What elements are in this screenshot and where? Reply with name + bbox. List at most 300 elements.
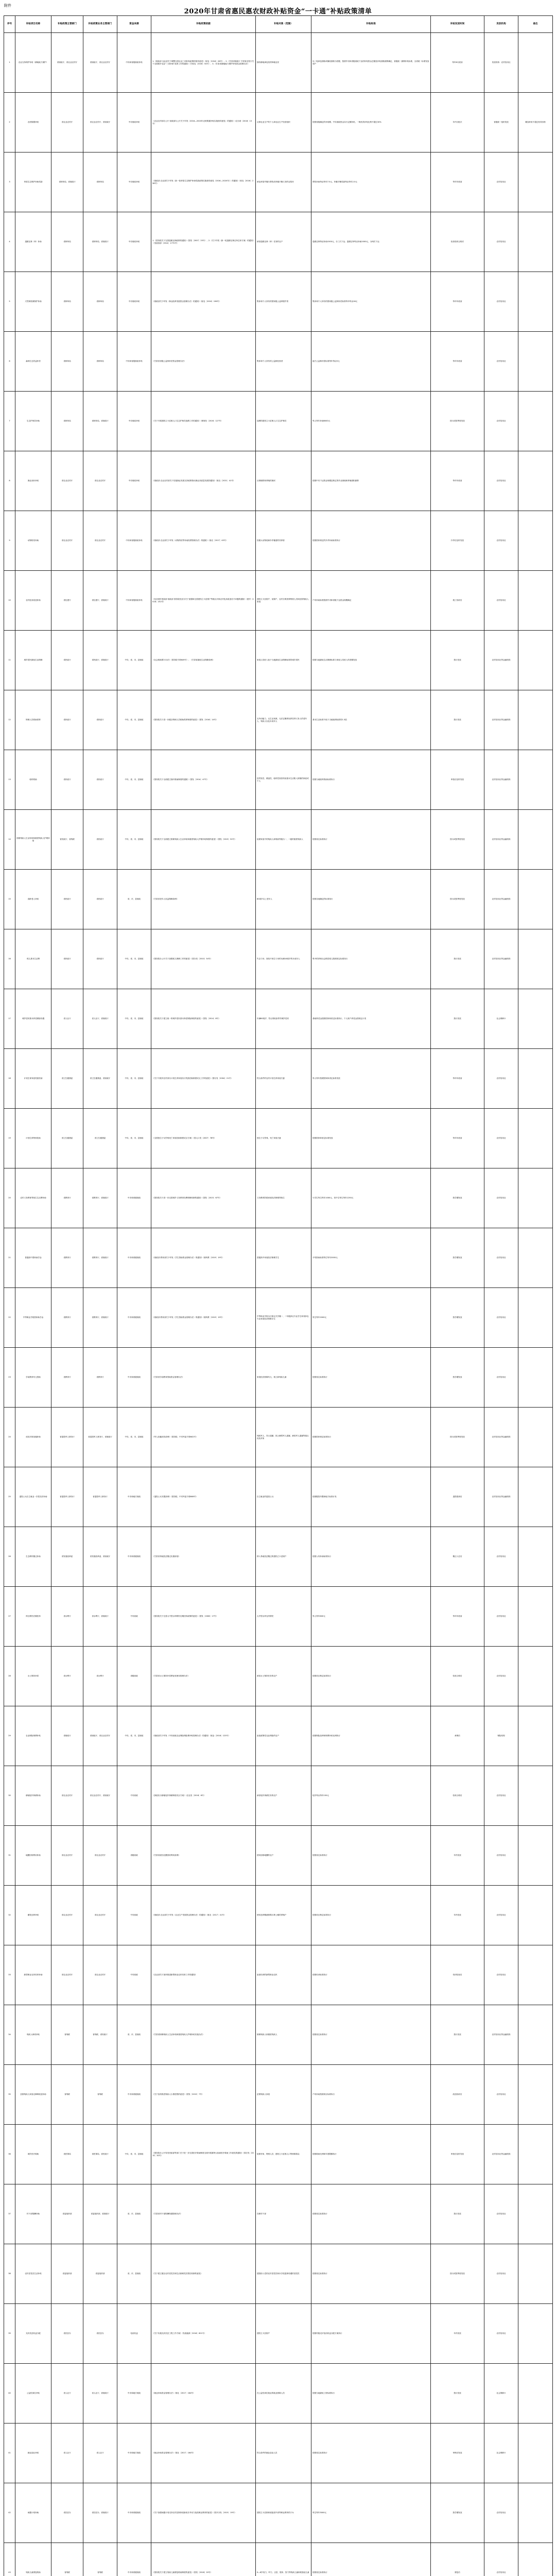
cell-time: 按学期发放 [431, 1348, 484, 1408]
cell-agency: 农村信用社等金融机构 [484, 631, 518, 690]
header-basis: 补贴政策依据 [151, 16, 256, 33]
cell-time: 按月发放 [431, 2005, 484, 2065]
cell-standard: 按照省定标准执行 [311, 2543, 431, 2576]
cell-target: 建档立卡贫困户、低保户、农村分散供养特困人员和贫困残疾人家庭 [256, 571, 311, 631]
table-row [4, 1288, 553, 1348]
table-row [4, 1348, 553, 1408]
cell-no: 43 [4, 2543, 15, 2576]
table-row [4, 1587, 553, 1647]
cell-note [518, 1348, 553, 1408]
cell-agency: 农村信用社 [484, 2543, 518, 2576]
cell-agency: 农村信用社等金融机构 [484, 2125, 518, 2184]
cell-note [518, 2304, 553, 2364]
header-name: 补贴项目名称 [15, 16, 51, 33]
cell-biz-dept: 省残联 [83, 2065, 117, 2125]
cell-fund: 中央、省、市、县财政 [117, 1706, 151, 1766]
cell-time: 按学期发放 [431, 1168, 484, 1228]
cell-time: 搬迁入住后 [431, 1527, 484, 1587]
cell-name: 中等职业学校国家助学金 [15, 1288, 51, 1348]
header-standard: 补贴标准 [311, 16, 431, 33]
cell-target: 低保家庭中的残疾人和残疾等级为一、二级的重度残疾人 [256, 810, 311, 870]
cell-dept: 省农业农村厅 [51, 93, 83, 152]
cell-basis: 《甘肃省村干部报酬待遇管理办法》 [151, 2184, 256, 2244]
cell-fund: 中央、省、市、县财政 [117, 690, 151, 750]
cell-basis: 《财政部关于印发〈中央财政农业保险保险费补贴管理办法〉的通知》（财金〔2016〕123号） [151, 1706, 256, 1766]
cell-dept: 省委组织部 [51, 2244, 83, 2304]
cell-agency: 农村信用社 [484, 2483, 518, 2543]
cell-agency: 农村信用社 [484, 212, 518, 272]
cell-basis: 1.《国务院关于完善退耕还林政策的通知》（国发〔2007〕25号）；2.《关于印发〈新一轮退耕还林还草总体方案〉的通知》（发改西部〔2014〕1772号） [151, 212, 256, 272]
table-row [4, 690, 553, 750]
cell-biz-dept: 省农业农村厅 [83, 511, 117, 571]
cell-basis: 《财政部 农业部关于印发〈农业生产发展资金管理办法〉的通知》（财农〔2017〕41号） [151, 1886, 256, 1945]
cell-time: 康复后 [431, 2543, 484, 2576]
cell-no: 39 [4, 2304, 15, 2364]
cell-name: 残疾人两项补贴 [15, 2005, 51, 2065]
cell-name: 就业创业补贴 [15, 2424, 51, 2483]
cell-name: 畜牧良种补贴 [15, 1886, 51, 1945]
table-row [4, 93, 553, 152]
cell-agency: 农村信用社等金融机构 [484, 1467, 518, 1527]
cell-fund: 中央和省级财政 [117, 1288, 151, 1348]
cell-agency: 农村信用社 [484, 1945, 518, 2005]
cell-time: 年内发放 [431, 1826, 484, 1886]
cell-basis: 《探索实行耕地轮作休耕制度试点方案》（农农发〔2016〕6号） [151, 1766, 256, 1826]
cell-biz-dept: 省林草局 [83, 272, 117, 332]
cell-target: 自主就业的退役士兵 [256, 1467, 311, 1527]
cell-target: 使用加厚地膜的农户 [256, 1826, 311, 1886]
cell-note [518, 272, 553, 332]
cell-name: 渔业油价补贴 [15, 451, 51, 511]
cell-agency: 农村信用社等金融机构 [484, 929, 518, 989]
cell-dept: 省林草局、省财政厅 [51, 152, 83, 212]
cell-basis: 《关于开展建档立卡贫困人口生态护林员选聘工作的通知》（林规发〔2016〕127号） [151, 392, 256, 451]
cell-no: 5 [4, 272, 15, 332]
cell-note [518, 1766, 553, 1826]
table-row [4, 1109, 553, 1168]
cell-standard: 每生每年2000元 [311, 1288, 431, 1348]
cell-biz-dept: 省农业农村厅 [83, 1886, 117, 1945]
cell-basis: 《关于建立健全农村老党员和生活困难党员帮扶机制的意见》 [151, 2244, 256, 2304]
table-row [4, 1886, 553, 1945]
cell-no: 16 [4, 929, 15, 989]
cell-basis: 《农业农村部办公厅 财政部办公厅关于印发〈2018—2020年农机购置补贴实施指导意见〉的通知》（农办财〔2018〕13号） [151, 93, 256, 152]
cell-fund: 中央财政 [117, 1886, 151, 1945]
cell-dept: 省退役军人事务厅 [51, 1408, 83, 1467]
cell-standard: 按照中央下达资金规模及核定的作业渔船和养殖面积测算 [311, 451, 431, 511]
cell-target: 拥有耕地承包权的种地农民 [256, 33, 311, 93]
cell-dept: 省农业农村厅 [51, 511, 83, 571]
cell-basis: 《国务院关于全面建立临时救助制度的通知》（国发〔2014〕47号） [151, 750, 256, 810]
cell-note [518, 1288, 553, 1348]
cell-target: 普通高中家庭经济困难学生 [256, 1228, 311, 1288]
cell-biz-dept: 省林草局、省财政厅 [83, 392, 117, 451]
cell-basis: 《财政部 教育部关于印发〈学生资助资金管理办法〉的通知》（财科教〔2019〕19号） [151, 1228, 256, 1288]
cell-biz-dept: 省退役军人事务厅、省财政厅 [83, 1408, 117, 1467]
cell-name: 生态护林员补助 [15, 392, 51, 451]
cell-time: 退役报到后 [431, 1467, 484, 1527]
cell-note [518, 33, 553, 93]
cell-time: 承保后 [431, 1706, 484, 1766]
cell-agency: 保险机构 [484, 1706, 518, 1766]
cell-time: 每年年底前 [431, 1587, 484, 1647]
cell-dept: 省人社厅 [51, 2424, 83, 2483]
cell-note [518, 2364, 553, 2424]
cell-no: 19 [4, 1109, 15, 1168]
cell-note [518, 1109, 553, 1168]
cell-fund: 省、市、县财政 [117, 870, 151, 929]
cell-biz-dept: 省人社厅、省财政厅 [83, 2364, 117, 2424]
cell-name: 退耕还林（草）补助 [15, 212, 51, 272]
cell-name: 天然林资源保护补助 [15, 272, 51, 332]
cell-basis: 《财政部关于印发〈林业改革发展资金管理办法〉的通知》（财农〔2016〕196号） [151, 272, 256, 332]
cell-name: 库区移民后期扶持 [15, 1587, 51, 1647]
cell-biz-dept: 省委组织部、省财政厅 [83, 2184, 117, 2244]
cell-time: 每年年底前 [431, 1049, 484, 1109]
cell-target: 符合条件的农村计划生育家庭夫妻 [256, 1049, 311, 1109]
cell-dept: 省林草局 [51, 392, 83, 451]
cell-fund: 省、市、县财政 [117, 2184, 151, 2244]
cell-name: 城乡医疗救助 [15, 2125, 51, 2184]
cell-no: 11 [4, 631, 15, 690]
cell-basis: 《全国独生子女伤残死亡家庭扶助制度试点方案》（国人口发〔2007〕78号） [151, 1109, 256, 1168]
cell-dept: 省农业农村厅 [51, 451, 83, 511]
cell-fund: 中央财政补贴 [117, 93, 151, 152]
cell-fund: 中央和省级财政 [117, 1527, 151, 1587]
cell-standard: 按照省定标准执行 [311, 1348, 431, 1408]
cell-note [518, 392, 553, 451]
cell-standard: 按照国家规定标准执行 [311, 1408, 431, 1467]
cell-name: 城乡居民最低生活保障 [15, 631, 51, 690]
cell-basis: 《甘肃省学前教育资助资金管理办法》 [151, 1348, 256, 1408]
cell-biz-dept: 省民政厅 [83, 810, 117, 870]
table-row [4, 1467, 553, 1527]
cell-dept: 省卫生健康委 [51, 1049, 83, 1109]
cell-dept: 省民政厅 [51, 631, 83, 690]
cell-no: 36 [4, 2125, 15, 2184]
cell-target: 大中型水库农村移民 [256, 1587, 311, 1647]
table-row [4, 750, 553, 810]
cell-biz-dept: 省财政厅、省农业农村厅 [83, 1706, 117, 1766]
cell-biz-dept: 省林草局 [83, 152, 117, 212]
cell-name: 特困人员救助供养 [15, 690, 51, 750]
cell-dept: 省卫生健康委 [51, 1109, 83, 1168]
cell-target: 因重大动物疫病扑杀畜禽的饲养者 [256, 511, 311, 571]
header-fund: 资金来源 [117, 16, 151, 33]
cell-standard: 每人每年补助8000元 [311, 392, 431, 451]
cell-name: 草原生态保护补助奖励 [15, 152, 51, 212]
cell-no: 22 [4, 1288, 15, 1348]
header-biz-dept: 补贴政策业务主管部门 [83, 16, 117, 33]
cell-fund: 中央和地方财政 [117, 2364, 151, 2424]
cell-target: 承包草原并履行禁牧或草畜平衡义务的农牧民 [256, 152, 311, 212]
cell-basis: 《军人抚恤优待条例》（国务院、中央军委令第602号） [151, 1408, 256, 1467]
cell-target: 建国前入党的农村老党员和未享受退休待遇的老党员 [256, 2244, 311, 2304]
cell-name: 生态移民搬迁补助 [15, 1527, 51, 1587]
cell-basis: 《农业部关于加快推进新型职业农民培育工作的通知》 [151, 1945, 256, 2005]
cell-no: 8 [4, 451, 15, 511]
cell-note [518, 152, 553, 212]
cell-dept: 省医保局 [51, 2125, 83, 2184]
header-dept: 补贴政策主管部门 [51, 16, 83, 33]
table-row [4, 1168, 553, 1228]
cell-time: 每年年底前 [431, 272, 484, 332]
table-row [4, 451, 553, 511]
cell-target: 0—6岁视力、听力、言语、肢体、智力等残疾儿童和孤独症儿童 [256, 2543, 311, 2576]
cell-basis: 《社会救助暂行办法》（国务院令第649号）；《甘肃省最低生活保障条例》 [151, 631, 256, 690]
cell-target: 家庭经济困难幼儿、孤儿和残疾儿童 [256, 1348, 311, 1408]
table-row [4, 1766, 553, 1826]
table-row [4, 2483, 553, 2543]
cell-agency: 农村信用社等金融机构 [484, 870, 518, 929]
cell-fund: 中央财政补贴 [117, 392, 151, 451]
cell-target: 建档立卡贫困户 [256, 2304, 311, 2364]
cell-no: 10 [4, 571, 15, 631]
cell-name: 农村危房改造补助 [15, 571, 51, 631]
cell-no: 42 [4, 2483, 15, 2543]
document-title: 2020年甘肃省惠民惠农财政补贴资金“一卡通”补贴政策清单 [184, 8, 372, 15]
cell-biz-dept: 省农业农村厅 [83, 1945, 117, 2005]
cell-biz-dept: 省民政厅 [83, 690, 117, 750]
cell-basis: 《甘肃省老年人权益保障条例》 [151, 870, 256, 929]
table-row [4, 1049, 553, 1109]
cell-note [518, 2483, 553, 2543]
table-row [4, 810, 553, 870]
table-row [4, 1945, 553, 2005]
cell-time: 年内发放 [431, 1886, 484, 1945]
table-row [4, 571, 553, 631]
cell-name: 学前教育幼儿资助 [15, 1348, 51, 1408]
cell-target: 参加培训的新型职业农民 [256, 1945, 311, 2005]
cell-basis: 《就业补助资金管理办法》（财社〔2017〕164号） [151, 2424, 256, 2483]
cell-note [518, 1408, 553, 1467]
cell-basis: 《国务院关于进一步健全特困人员救助供养制度的意见》（国发〔2016〕14号） [151, 690, 256, 750]
table-row [4, 212, 553, 272]
cell-dept: 省教育厅 [51, 1348, 83, 1408]
cell-no: 29 [4, 1706, 15, 1766]
policy-table [4, 15, 553, 2576]
cell-no: 18 [4, 1049, 15, 1109]
table-row [4, 1527, 553, 1587]
cell-note [518, 451, 553, 511]
cell-biz-dept: 省扶贫办、省财政厅 [83, 2483, 117, 2543]
cell-no: 28 [4, 1647, 15, 1706]
cell-basis: 《国务院关于建立残疾儿童康复救助制度的意见》（国发〔2018〕20号） [151, 2543, 256, 2576]
cell-basis: 1.《财政部 农业部关于调整完善农业三项补贴政策的指导意见》（财农〔2016〕26号）；2.《甘肃省财政厅 甘肃省农牧厅关于全面推开农业“三项补贴”改革工作的通知》（甘财农〔2016〕54号）；3.《甘肃省耕地地力保护补贴资金管理办法》 [151, 33, 256, 93]
cell-agency: 农村信用社 [484, 2304, 518, 2364]
cell-standard: 按照当地临时救助标准执行 [311, 750, 431, 810]
cell-time: 按月发放 [431, 631, 484, 690]
cell-name: 光伏扶贫收益分配 [15, 2304, 51, 2364]
header-note: 备注 [518, 16, 553, 33]
cell-time: 按月发放 [431, 2184, 484, 2244]
cell-basis: 《国务院关于完善大中型水库移民后期扶持政策的意见》（国发〔2006〕17号） [151, 1587, 256, 1647]
cell-dept: 省扶贫办 [51, 2304, 83, 2364]
cell-time: 检查验收合格后 [431, 212, 484, 272]
cell-standard: 按照省定标准执行 [311, 810, 431, 870]
cell-note [518, 750, 553, 810]
table-row [4, 2005, 553, 2065]
cell-fund: 中央和省级财政补贴 [117, 571, 151, 631]
cell-target: 在职村干部 [256, 2184, 311, 2244]
cell-agency: 省级统一组织发放 [484, 93, 518, 152]
cell-no: 30 [4, 1766, 15, 1826]
cell-basis: 《关于开展对农村部分计划生育家庭实行奖励扶助制度试点工作的意见》（国办发〔2004〕21号） [151, 1049, 256, 1109]
table-row [4, 1228, 553, 1288]
cell-note [518, 989, 553, 1049]
cell-dept: 省残联 [51, 2543, 83, 2576]
cell-basis: 《财政部 教育部关于印发〈学生资助资金管理办法〉的通知》（财科教〔2019〕19号） [151, 1288, 256, 1348]
cell-time: 每年年底前 [431, 332, 484, 392]
cell-standard: 按照各地确定的标准执行 [311, 870, 431, 929]
cell-note [518, 511, 553, 571]
cell-note [518, 1945, 553, 2005]
cell-agency: 农村信用社 [484, 451, 518, 511]
cell-time: 验收合格后 [431, 1647, 484, 1706]
cell-standard: 禁牧补助每亩每年7.5元，草畜平衡奖励每亩每年2.5元 [311, 152, 431, 212]
cell-no: 17 [4, 989, 15, 1049]
cell-target: 纳入易地扶贫搬迁的建档立卡贫困户 [256, 1527, 311, 1587]
cell-target: 承担轮作休耕任务的农户 [256, 1766, 311, 1826]
cell-basis: 《甘肃省废旧农膜回收利用条例》 [151, 1826, 256, 1886]
cell-dept: 省人社厅 [51, 2364, 83, 2424]
cell-fund: 中央、省、市、县财政 [117, 1049, 151, 1109]
cell-dept: 省人社厅 [51, 989, 83, 1049]
cell-no: 20 [4, 1168, 15, 1228]
table-row [4, 2125, 553, 2184]
cell-target: 低保对象、特困人员、建档立卡贫困人口等困难群众 [256, 2125, 311, 2184]
cell-standard: 退耕还林每亩补助1500元，分三次下达；退耕还草每亩补助1000元，分两次下达 [311, 212, 431, 272]
cell-dept: 省林草局 [51, 332, 83, 392]
cell-biz-dept: 省卫生健康委、省财政厅 [83, 1049, 117, 1109]
cell-no: 31 [4, 1826, 15, 1886]
cell-fund: 中央和省级财政 [117, 2543, 151, 2576]
cell-standard: 轮作每亩每年150元 [311, 1766, 431, 1826]
cell-time: 扑杀后及时发放 [431, 511, 484, 571]
cell-no: 34 [4, 2005, 15, 2065]
cell-time: 按月或按季度发放 [431, 810, 484, 870]
cell-fund: 中央、省、市、县财政 [117, 989, 151, 1049]
cell-basis: 《国务院关于进一步完善城乡义务教育经费保障机制的通知》（国发〔2015〕67号） [151, 1168, 256, 1228]
cell-name: 农业保险保费补贴 [15, 1706, 51, 1766]
cell-target: 参加政策性农业保险的农户 [256, 1706, 311, 1766]
cell-basis: 《甘肃省省级公益林补偿资金管理办法》 [151, 332, 256, 392]
header-time: 补贴发放时间 [431, 16, 484, 33]
table-row [4, 33, 553, 93]
cell-no: 13 [4, 750, 15, 810]
cell-no: 32 [4, 1886, 15, 1945]
cell-agency: 农村信用社 [484, 1527, 518, 1587]
cell-target: 中等职业学校全日制正式学籍一、二年级涉农专业学生和非涉农专业家庭经济困难学生 [256, 1288, 311, 1348]
cell-time: 每年年底前 [431, 152, 484, 212]
cell-agency: 社会保障卡 [484, 989, 518, 1049]
cell-name: 雨露计划补助 [15, 2483, 51, 2543]
cell-time: 每年年底前 [431, 1109, 484, 1168]
cell-note [518, 1587, 553, 1647]
cell-standard: 按照项目核定标准执行 [311, 1647, 431, 1706]
cell-note [518, 1886, 553, 1945]
cell-dept: 省退役军人事务厅 [51, 1467, 83, 1527]
cell-name: 耕地轮作休耕补助 [15, 1766, 51, 1826]
cell-agency: 农村信用社 [484, 332, 518, 392]
cell-basis: 《关于实施光伏扶贫工程工作方案》（发改能源〔2016〕621号） [151, 2304, 256, 2364]
cell-biz-dept: 省医保局、省民政厅 [83, 2125, 117, 2184]
cell-standard: 平均资助标准每生每年2000元 [311, 1228, 431, 1288]
cell-name: 地膜回收利用补助 [15, 1826, 51, 1886]
cell-target: 集体和个人所有的国家级公益林管护者 [256, 272, 311, 332]
cell-no: 7 [4, 392, 15, 451]
cell-name: 动物防疫补助 [15, 511, 51, 571]
cell-standard: 按照省定标准执行 [311, 1826, 431, 1886]
cell-name: 城乡居民基本养老保险待遇 [15, 989, 51, 1049]
cell-basis: 《财政部 农业部关于印发〈动物防疫等补助经费管理办法〉的通知》（财农〔2017〕43号） [151, 511, 256, 571]
cell-agency: 发放机构：农村信用社 [484, 33, 518, 93]
cell-target: 承担水土保持任务的农户 [256, 1647, 311, 1706]
cell-biz-dept: 省农业农村厅、省财政厅 [83, 93, 117, 152]
cell-time: 按月发放 [431, 989, 484, 1049]
cell-fund: 省级财政 [117, 1826, 151, 1886]
cell-standard: 基础养老金按照国家和省定标准执行，个人账户养老金按规定计发 [311, 989, 431, 1049]
cell-fund: 中央财政补贴 [117, 152, 151, 212]
cell-standard: 集体和个人所有的国家级公益林补偿标准每年每亩16元 [311, 272, 431, 332]
cell-biz-dept: 省教育厅、省财政厅 [83, 1228, 117, 1288]
table-row [4, 511, 553, 571]
cell-standard: 每人每年按照国家和省定标准发放 [311, 1049, 431, 1109]
cell-agency: 农村信用社等金融机构 [484, 810, 518, 870]
cell-target: 家庭人均收入低于当地最低生活保障标准的城乡居民 [256, 631, 311, 690]
cell-time: 年内发放 [431, 2304, 484, 2364]
table-row [4, 332, 553, 392]
table-row [4, 2184, 553, 2244]
cell-agency: 农村信用社 [484, 1288, 518, 1348]
header-agency: 发放机构 [484, 16, 518, 33]
cell-note [518, 929, 553, 989]
table-row [4, 2065, 553, 2125]
cell-time: 按月或按季度发放 [431, 392, 484, 451]
cell-agency: 农村信用社 [484, 1348, 518, 1408]
cell-biz-dept: 省农业农村厅 [83, 1826, 117, 1886]
cell-no: 35 [4, 2065, 15, 2125]
cell-note [518, 870, 553, 929]
cell-biz-dept: 省民政厅 [83, 929, 117, 989]
cell-biz-dept: 省退役军人事务厅 [83, 1467, 117, 1527]
cell-note [518, 2244, 553, 2304]
cell-basis: 《财政部 农业部关于印发〈新一轮草原生态保护补助奖励政策实施指导意见（2016—2020年）〉的通知》（财农〔2016〕258号） [151, 152, 256, 212]
cell-biz-dept: 省民政厅、省财政厅 [83, 631, 117, 690]
cell-biz-dept: 省教育厅 [83, 1348, 117, 1408]
cell-standard: 地方公益林补偿标准每年每亩5元 [311, 332, 431, 392]
cell-dept: 省农业农村厅 [51, 1766, 83, 1826]
cell-biz-dept: 省财政厅、省农业农村厅 [83, 33, 117, 93]
cell-time: 审核后发放 [431, 2424, 484, 2483]
cell-target: 年满60周岁、符合领取条件的城乡居民 [256, 989, 311, 1049]
cell-time: 年内分批次 [431, 93, 484, 152]
cell-time: 按月发放 [431, 690, 484, 750]
table-row [4, 152, 553, 212]
cell-name: 计划生育家庭奖励扶助 [15, 1049, 51, 1109]
table-row [4, 1706, 553, 1766]
cell-name: 优抚对象抚恤补助 [15, 1408, 51, 1467]
table-row [4, 989, 553, 1049]
cell-name: 贫困残疾人家庭无障碍改造补助 [15, 2065, 51, 2125]
cell-no: 40 [4, 2364, 15, 2424]
cell-agency: 社会保障卡 [484, 2364, 518, 2424]
cell-standard: 基本生活标准不低于当地低保标准的1.3倍 [311, 690, 431, 750]
cell-target: 残疾军人、烈士遗属、因公牺牲军人遗属、病故军人遗属等重点优抚对象 [256, 1408, 311, 1467]
cell-standard: 小学生每生每年1000元，初中生每生每年1250元 [311, 1168, 431, 1228]
cell-name: 新型职业农民培育补助 [15, 1945, 51, 2005]
cell-time: 审批后及时发放 [431, 2125, 484, 2184]
